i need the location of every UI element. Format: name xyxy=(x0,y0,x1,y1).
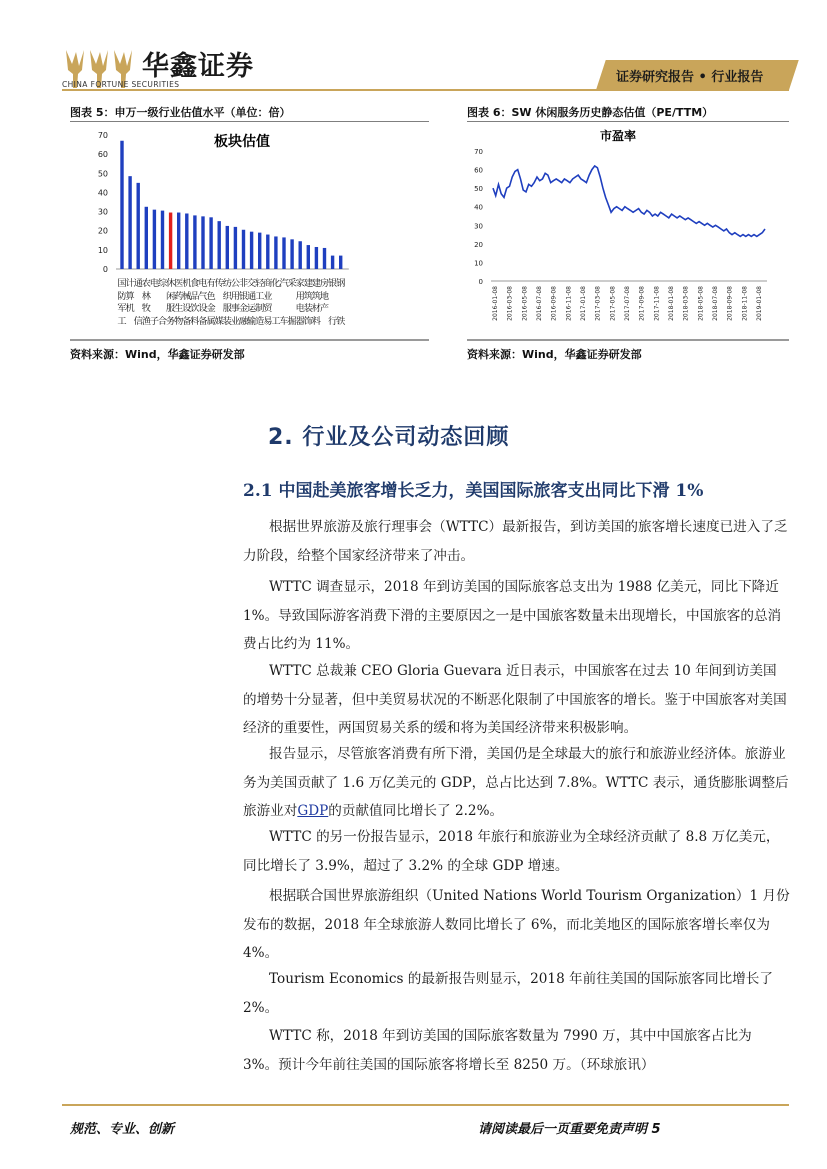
category-label: 房 地 产 xyxy=(319,278,330,315)
category-label: 化 工 xyxy=(271,278,281,327)
logo-subtitle: CHINA FORTUNE SECURITIES xyxy=(62,80,180,89)
paragraph-6: 根据联合国世界旅游组织（United Nations World Tourism Organization）1 月份发布的数据，2018 年全球旅游人数同比增长了 6%，而北美地区的国际旅客增长率仅为 4%。 xyxy=(243,888,790,961)
y-tick-label: 0 xyxy=(102,265,108,274)
bar xyxy=(120,141,123,269)
bar xyxy=(185,213,188,269)
x-tick-label: 2017-11-08 xyxy=(653,286,661,321)
category-label: 商 业 贸 易 xyxy=(263,278,273,327)
x-tick-label: 2018-07-08 xyxy=(712,286,719,321)
paragraph-1: 根据世界旅游及旅行理事会（WTTC）最新报告，到访美国的旅客增长速度已进入了乏力阶段，给整个国家经济带来了冲击。 xyxy=(243,519,788,564)
category-label: 轻 工 制 造 xyxy=(255,278,265,327)
category-label: 电 子 xyxy=(149,278,159,327)
bar xyxy=(128,176,131,269)
pe-ttm-line-chart xyxy=(467,140,789,338)
bar xyxy=(274,236,277,269)
bar xyxy=(234,227,237,269)
category-label: 建 筑 材 料 xyxy=(311,278,321,327)
figure5-bottom-rule xyxy=(70,339,429,341)
category-label: 交 通 运 输 xyxy=(247,278,257,327)
bar xyxy=(137,183,140,269)
x-tick-label: 2016-03-08 xyxy=(506,286,514,321)
report-type-label: 证券研究报告 • 行业报告 xyxy=(616,70,764,85)
bar xyxy=(339,256,342,269)
x-tick-label: 2018-01-08 xyxy=(668,286,675,321)
x-tick-label: 2016-01-08 xyxy=(492,286,499,321)
x-tick-label: 2016-05-08 xyxy=(521,286,529,321)
section-heading: 2. 行业及公司动态回顾 xyxy=(268,425,510,450)
figure5-source: 资料来源：Wind，华鑫证券研发部 xyxy=(70,348,245,361)
bar xyxy=(201,216,204,269)
category-label: 汽 车 xyxy=(279,278,289,327)
footer-divider xyxy=(62,1104,789,1106)
paragraph-5: WTTC 的另一份报告显示，2018 年旅行和旅游业为全球经济贡献了 8.8 万亿美元，同比增长了 3.9%，超过了 3.2% 的全球 GDP 增速。 xyxy=(243,829,780,874)
category-label: 传 媒 xyxy=(214,278,224,327)
x-tick-label: 2017-09-08 xyxy=(638,286,646,321)
bar xyxy=(307,245,310,269)
paragraph-3: WTTC 总裁兼 CEO Gloria Guevara 近日表示，中国旅客在过去 10 年间到访美国的增势十分显著，但中美贸易状况的不断恶化限制了中国旅客的增长。鉴于中国旅客对美国经济的重要性，两国贸易关系的缓和将为美国经济带来积极影响。 xyxy=(243,663,787,736)
gdp-link[interactable]: GDP xyxy=(297,803,329,819)
y-tick-label: 20 xyxy=(474,240,483,249)
paragraph-2: WTTC 调查显示，2018 年到访美国的国际旅客总支出为 1988 亿美元，同比下降近 1%。导致国际游客消费下滑的主要原因之一是中国旅客数量未出现增长，中国旅客的总消费占比约为 11%。 xyxy=(243,579,782,652)
footer-disclaimer-page: 请阅读最后一页重要免责声明 5 xyxy=(478,1122,661,1137)
header-divider xyxy=(62,89,789,91)
bar xyxy=(153,210,156,269)
y-tick-label: 50 xyxy=(97,169,108,179)
category-label: 家 用 电 器 xyxy=(295,278,305,327)
bar xyxy=(161,211,164,269)
category-label: 电 气 设 备 xyxy=(198,278,208,327)
y-tick-label: 70 xyxy=(97,131,108,140)
category-label: 医 药 生 物 xyxy=(174,278,184,327)
y-tick-label: 70 xyxy=(474,148,483,156)
x-tick-label: 2017-07-08 xyxy=(624,286,631,321)
x-tick-label: 2017-01-08 xyxy=(580,286,587,321)
category-label: 国 防 军 工 xyxy=(117,278,127,327)
bar xyxy=(145,207,148,269)
bar xyxy=(299,241,302,269)
y-tick-label: 50 xyxy=(474,185,483,194)
y-tick-label: 30 xyxy=(97,207,108,217)
bar xyxy=(266,235,269,269)
bar xyxy=(258,233,261,269)
y-tick-label: 60 xyxy=(97,150,108,160)
y-tick-label: 20 xyxy=(97,226,108,236)
x-tick-label: 2016-07-08 xyxy=(536,286,543,321)
category-label: 采 掘 xyxy=(287,278,297,327)
x-tick-label: 2018-11-08 xyxy=(741,286,749,321)
y-tick-label: 30 xyxy=(474,222,483,231)
x-tick-label: 2016-09-08 xyxy=(550,286,558,321)
bar xyxy=(169,213,172,269)
bar xyxy=(323,248,326,269)
bar xyxy=(226,226,229,269)
bar xyxy=(331,256,334,269)
category-label: 钢 铁 xyxy=(336,278,346,327)
industry-valuation-bar-chart xyxy=(70,126,410,278)
y-tick-label: 0 xyxy=(478,278,483,286)
bar xyxy=(282,237,285,269)
bar xyxy=(250,232,253,269)
x-tick-label: 2017-05-08 xyxy=(609,286,617,321)
figure6-source: 资料来源：Wind，华鑫证券研发部 xyxy=(467,348,642,361)
bar xyxy=(193,215,196,269)
x-tick-label: 2016-11-08 xyxy=(565,286,573,321)
category-label: 纺 织 服 装 xyxy=(222,278,232,327)
x-tick-label: 2019-01-08 xyxy=(756,286,763,321)
category-label: 休 闲 服 务 xyxy=(166,278,176,327)
figure5-caption: 图表 5：申万一级行业估值水平（单位：倍） xyxy=(70,106,291,119)
category-label: 银 行 xyxy=(328,278,338,327)
x-tick-label: 2018-05-08 xyxy=(697,286,705,321)
figure5-top-rule xyxy=(70,121,429,122)
bar xyxy=(290,239,293,269)
y-tick-label: 10 xyxy=(474,259,483,268)
chart1-title: 板块估值 xyxy=(214,134,270,150)
figure6-caption: 图表 6：SW 休闲服务历史静态估值（PE/TTM） xyxy=(467,106,714,119)
x-tick-label: 2018-03-08 xyxy=(682,286,690,321)
category-label: 通 信 xyxy=(133,278,143,327)
bar xyxy=(209,217,212,269)
paragraph-7: Tourism Economics 的最新报告则显示，2018 年前往美国的国际旅客同比增长了 2%。 xyxy=(243,971,773,1016)
figure6-bottom-rule xyxy=(467,339,789,341)
chart2-title: 市盈率 xyxy=(600,129,637,143)
figure6-top-rule xyxy=(467,121,789,122)
bar xyxy=(218,221,221,269)
category-label: 公 用 事 业 xyxy=(230,278,240,327)
pe-series-line xyxy=(493,166,765,237)
category-label: 食 品 饮 料 xyxy=(190,278,200,327)
category-label: 非 银 金 融 xyxy=(238,278,249,327)
footer-slogan: 规范、专业、创新 xyxy=(70,1122,175,1137)
category-label: 建 筑 装 饰 xyxy=(303,278,313,327)
y-tick-label: 40 xyxy=(474,203,483,212)
subsection-heading: 2.1 中国赴美旅客增长乏力，美国国际旅客支出同比下滑 1% xyxy=(243,481,704,501)
y-tick-label: 60 xyxy=(474,166,483,175)
paragraph-8: WTTC 称，2018 年到访美国的国际旅客数量为 7990 万，其中中国旅客占比为 3%。预计今年前往美国的国际旅客将增长至 8250 万。（环球旅讯） xyxy=(243,1028,752,1073)
category-label: 农 林 牧 渔 xyxy=(141,278,151,327)
category-label: 计 算 机 xyxy=(125,278,135,315)
bar xyxy=(315,247,318,269)
category-label: 机 械 设 备 xyxy=(182,278,192,327)
bar xyxy=(242,230,245,269)
y-tick-label: 40 xyxy=(97,188,108,198)
logo-wordmark: 华鑫证券 xyxy=(142,51,254,82)
bar xyxy=(177,213,180,269)
category-label: 有 色 金 属 xyxy=(206,278,216,327)
x-tick-label: 2017-03-08 xyxy=(594,286,602,321)
x-tick-label: 2018-09-08 xyxy=(726,286,734,321)
y-tick-label: 10 xyxy=(97,245,108,255)
category-label: 综 合 xyxy=(157,278,168,327)
paragraph-4: 报告显示，尽管旅客消费有所下滑，美国仍是全球最大的旅行和旅游业经济体。旅游业务为美国贡献了 1.6 万亿美元的 GDP，总占比达到 7.8%。WTTC 表示，通货膨胀调整后旅游业对GDP的贡献值同比增长了 2.2%。 xyxy=(243,746,789,819)
